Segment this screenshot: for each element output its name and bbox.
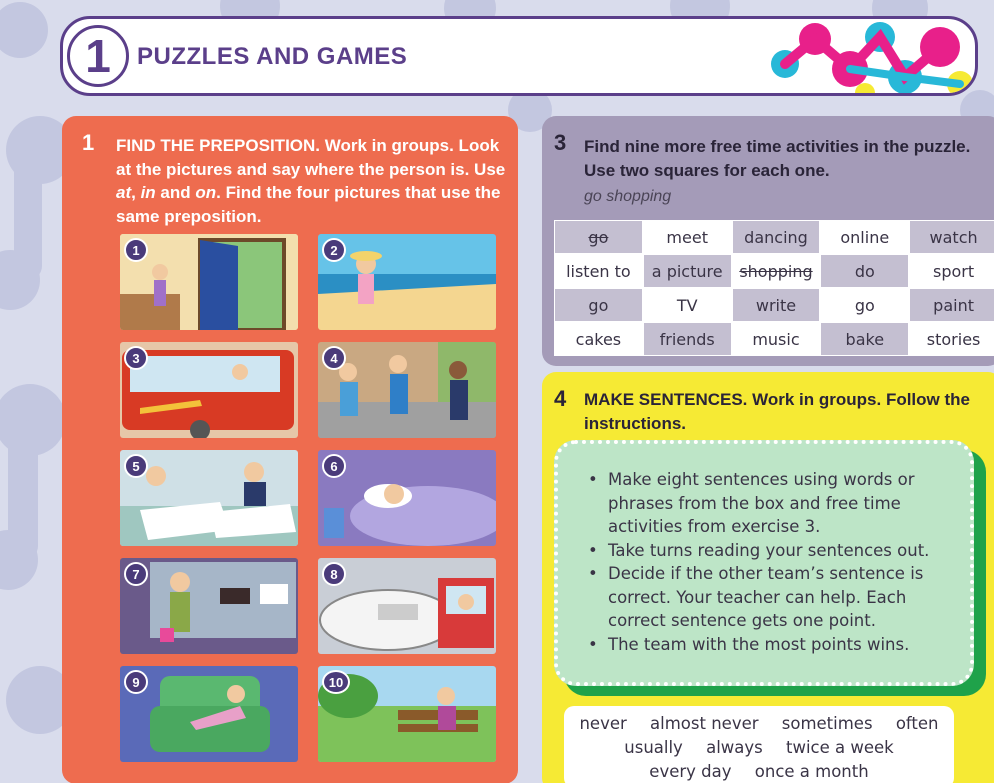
puzzle-cell[interactable]: dancing	[732, 220, 821, 254]
word-box-line	[564, 712, 954, 736]
puzzle-cell[interactable]: go	[554, 220, 643, 254]
picture-1	[120, 234, 298, 330]
unit-number: 1	[85, 30, 111, 82]
frequency-word-box	[564, 706, 954, 783]
puzzle-cell[interactable]: stories	[909, 322, 994, 356]
picture-8-badge: 8	[322, 562, 346, 586]
exercise-4-instruction: MAKE SENTENCES. Work in groups. Follow the instructions.	[584, 390, 970, 433]
decorative-splat-icon	[755, 19, 975, 96]
picture-10-badge: 10	[322, 670, 350, 694]
puzzle-cell[interactable]: music	[732, 322, 821, 356]
instructions-box	[554, 440, 974, 686]
word-box-item: once a month	[754, 762, 869, 781]
puzzle-cell[interactable]: online	[820, 220, 909, 254]
puzzle-cell[interactable]: shopping	[732, 254, 821, 288]
picture-4	[318, 342, 496, 438]
exercise-1-number: 1	[82, 130, 95, 155]
picture-7	[120, 558, 298, 654]
unit-number-badge	[67, 25, 129, 87]
word-puzzle-grid	[554, 220, 994, 356]
exercise-3-instruction: Find nine more free time activities in the puzzle. Use two squares for each one.	[584, 137, 971, 180]
exercise-4-lead: MAKE SENTENCES.	[584, 390, 748, 409]
puzzle-cell[interactable]: cakes	[554, 322, 643, 356]
puzzle-cell[interactable]: TV	[643, 288, 732, 322]
puzzle-cell[interactable]: sport	[909, 254, 994, 288]
exercise-3-panel	[542, 116, 994, 366]
picture-5-badge: 5	[124, 454, 148, 478]
picture-2	[318, 234, 496, 330]
exercise-4-number: 4	[554, 386, 567, 411]
picture-3	[120, 342, 298, 438]
word-box-line	[564, 736, 954, 760]
puzzle-cell[interactable]: paint	[909, 288, 994, 322]
picture-7-badge: 7	[124, 562, 148, 586]
word-box-item: often	[895, 714, 939, 733]
picture-3-badge: 3	[124, 346, 148, 370]
word-at: at	[116, 183, 132, 202]
puzzle-cell[interactable]: meet	[643, 220, 732, 254]
exercise-3-example: go shopping	[584, 188, 672, 205]
picture-1-badge: 1	[124, 238, 148, 262]
picture-2-badge: 2	[322, 238, 346, 262]
word-in: in	[140, 183, 156, 202]
exercise-3-number: 3	[554, 130, 567, 155]
exercise-1-panel	[62, 116, 518, 783]
puzzle-cell[interactable]: a picture	[643, 254, 732, 288]
word-on: on	[195, 183, 217, 202]
puzzle-cell[interactable]: listen to	[554, 254, 643, 288]
exercise-1-instruction: FIND THE PREPOSITION. Work in groups. Look at the pictures and say where the person is. Use at, in and on. Find the four pictures that use the same preposition.	[116, 136, 506, 226]
word-box-item: twice a week	[786, 738, 894, 757]
picture-9	[120, 666, 298, 762]
puzzle-cell[interactable]: watch	[909, 220, 994, 254]
instruction-item: • The team with the most points wins.	[586, 633, 956, 657]
instruction-item: • Decide if the other team’s sentence is correct. Your teacher can help. Each correct sentence gets one point.	[586, 562, 956, 633]
picture-5	[120, 450, 298, 546]
picture-4-badge: 4	[322, 346, 346, 370]
puzzle-cell[interactable]: go	[820, 288, 909, 322]
puzzle-cell[interactable]: bake	[820, 322, 909, 356]
picture-8	[318, 558, 496, 654]
unit-title: PUZZLES AND GAMES	[137, 43, 408, 70]
puzzle-cell[interactable]: friends	[643, 322, 732, 356]
word-box-item: every day	[649, 762, 732, 781]
picture-10	[318, 666, 496, 762]
unit-header	[60, 16, 978, 96]
exercise-4-panel	[542, 372, 994, 783]
picture-9-badge: 9	[124, 670, 148, 694]
instruction-item: • Make eight sentences using words or phrases from the box and free time activities from exercise 3.	[586, 468, 956, 539]
word-box-item: always	[706, 738, 763, 757]
word-box-item: never	[579, 714, 627, 733]
picture-6-badge: 6	[322, 454, 346, 478]
puzzle-cell[interactable]: do	[820, 254, 909, 288]
word-box-line	[564, 760, 954, 783]
word-box-item: almost never	[650, 714, 759, 733]
puzzle-cell[interactable]: go	[554, 288, 643, 322]
word-box-item: usually	[624, 738, 683, 757]
word-box-item: sometimes	[781, 714, 873, 733]
exercise-1-lead: FIND THE PREPOSITION.	[116, 136, 321, 155]
puzzle-cell[interactable]: write	[732, 288, 821, 322]
instructions-list	[586, 468, 956, 656]
instruction-item: • Take turns reading your sentences out.	[586, 539, 956, 563]
picture-6	[318, 450, 496, 546]
